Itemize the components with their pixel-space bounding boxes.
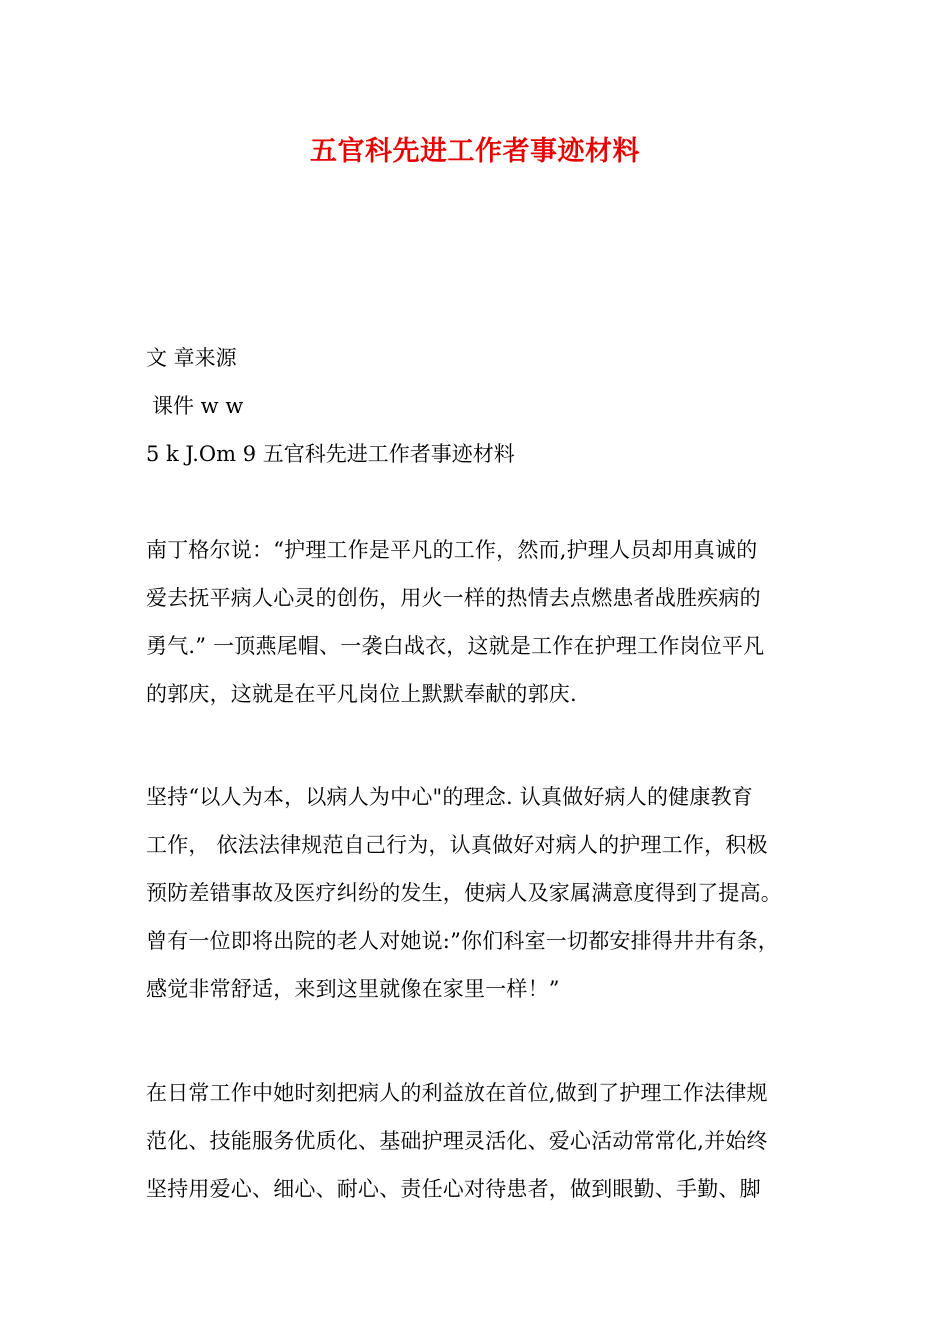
source-line: 5 k J.Om 9 五官科先进工作者事迹材料 [146,442,515,466]
source-line: 文 章来源 [146,346,237,370]
paragraph-nightingale [146,526,826,718]
paragraph-line: 预防差错事故及医疗纠纷的发生，使病人及家属满意度得到了提高。 [146,881,782,905]
paragraph-line: 感觉非常舒适，来到这里就像在家里一样！” [146,977,560,1001]
paragraph-line: 在日常工作中她时刻把病人的利益放在首位,做到了护理工作法律规 [146,1081,768,1105]
paragraph-line: 坚持“以人为本，以病人为中心"的理念. 认真做好病人的健康教育 [146,785,753,809]
source-line: 课件 w w [152,394,244,418]
paragraph-patient-centered [146,773,826,1013]
paragraph-daily-work [146,1069,826,1213]
paragraph-line: 勇气.” 一顶燕尾帽、一袭白战衣，这就是工作在护理工作岗位平凡 [146,634,765,658]
paragraph-line: 范化、技能服务优质化、基础护理灵活化、爱心活动常常化,并始终 [146,1129,768,1153]
paragraph-line: 南丁格尔说：“护理工作是平凡的工作，然而,护理人员却用真诚的 [146,538,758,562]
paragraph-line: 坚持用爱心、细心、耐心、责任心对待患者，做到眼勤、手勤、脚 [146,1177,761,1201]
paragraph-line: 曾有一位即将出院的老人对她说:”你们科室一切都安排得井井有条， [146,929,780,953]
paragraph-line: 工作， 依法法律规范自己行为，认真做好对病人的护理工作，积极 [146,833,768,857]
document-title: 五官科先进工作者事迹材料 [310,136,640,167]
paragraph-line: 爱去抚平病人心灵的创伤，用火一样的热情去点燃患者战胜疾病的 [146,586,761,610]
source-block [146,334,826,478]
paragraph-line: 的郭庆，这就是在平凡岗位上默默奉献的郭庆. [146,682,577,706]
